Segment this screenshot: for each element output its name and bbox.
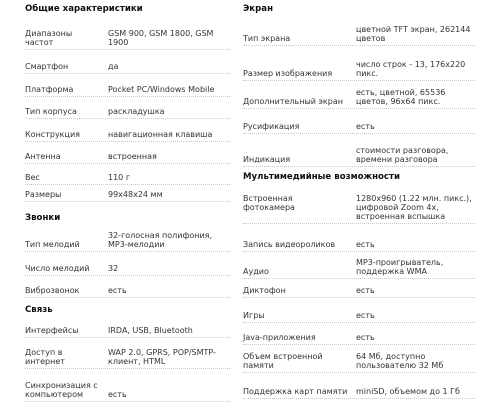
spec-value	[108, 231, 228, 249]
spec-label-line: Доступ в	[25, 348, 63, 357]
spec-row	[25, 29, 230, 47]
section-title: Связь	[25, 305, 53, 315]
spec-label-line: Платформа	[25, 85, 74, 94]
spec-row	[25, 286, 230, 295]
spec-value-line: IRDA, USB, Bluetooth	[108, 326, 193, 335]
section-title: Экран	[243, 4, 274, 14]
spec-row	[243, 311, 475, 320]
spec-label-line: Конструкция	[25, 130, 80, 139]
spec-value	[108, 390, 228, 399]
spec-label-line: Тип экрана	[243, 34, 291, 43]
spec-value-line: клиент, HTML	[108, 357, 166, 366]
spec-row	[243, 352, 475, 370]
row-divider	[25, 368, 230, 369]
spec-value-line: 110 г	[108, 173, 131, 182]
spec-value	[108, 286, 228, 295]
spec-row	[243, 194, 475, 221]
row-divider	[243, 223, 475, 224]
row-divider	[243, 108, 475, 109]
spec-value-line: 99x48x24 мм	[108, 190, 163, 199]
spec-label	[243, 194, 323, 212]
row-divider	[25, 96, 230, 97]
spec-row	[243, 240, 475, 249]
spec-value	[356, 387, 474, 396]
spec-label	[25, 152, 83, 161]
row-divider	[243, 251, 475, 252]
row-divider	[25, 297, 230, 298]
spec-value-line: встроенная вспышка	[356, 212, 446, 221]
spec-value-line: число строк - 13, 176x220	[356, 60, 466, 69]
row-divider	[243, 133, 475, 134]
spec-value	[108, 348, 228, 366]
spec-value	[108, 264, 228, 273]
spec-value-line: 32-голосная полифония,	[108, 231, 213, 240]
spec-value	[108, 107, 228, 116]
row-divider	[25, 401, 230, 402]
spec-label-line: Тип мелодий	[25, 240, 80, 249]
spec-row	[243, 146, 475, 164]
spec-label	[243, 34, 323, 43]
spec-row	[25, 381, 230, 399]
spec-value	[356, 146, 474, 164]
spec-label-line: Смартфон	[25, 62, 69, 71]
spec-value	[356, 60, 474, 78]
spec-value-line: поддержка WMA	[356, 267, 427, 276]
spec-row	[25, 62, 230, 71]
spec-label-line: Диктофон	[243, 286, 286, 295]
row-divider	[243, 398, 475, 399]
spec-label	[25, 190, 83, 199]
spec-label	[25, 286, 83, 295]
spec-value	[356, 194, 474, 221]
spec-value	[108, 190, 228, 199]
spec-label-line: Вес	[25, 173, 40, 182]
spec-value-line: есть	[108, 390, 127, 399]
row-divider	[25, 275, 230, 276]
spec-value-line: встроенная	[108, 152, 157, 161]
spec-value	[108, 130, 228, 139]
row-divider	[243, 166, 475, 167]
spec-value	[108, 326, 228, 335]
spec-label	[243, 311, 323, 320]
spec-value-line: 32	[108, 264, 119, 273]
row-divider	[243, 45, 475, 46]
spec-value-line: MP3-проигрыватель,	[356, 258, 444, 267]
spec-label-line: Размер изображения	[243, 69, 333, 78]
spec-label	[25, 85, 83, 94]
row-divider	[243, 322, 475, 323]
spec-label-line: фотокамера	[243, 203, 295, 212]
spec-value	[356, 286, 474, 295]
spec-value-line: 1280x960 (1.22 млн. пикс.),	[356, 194, 472, 203]
spec-value-line: есть	[356, 286, 375, 295]
row-divider	[243, 297, 475, 298]
spec-label-line: Русификация	[243, 122, 300, 131]
row-divider	[25, 251, 230, 252]
spec-row	[25, 130, 230, 139]
spec-label	[243, 155, 323, 164]
spec-label-line: Диапазоны	[25, 29, 73, 38]
row-divider	[243, 344, 475, 345]
spec-label	[243, 352, 323, 370]
spec-value	[356, 25, 474, 43]
spec-value-line: MP3-мелодии	[108, 240, 165, 249]
spec-value-line: Pocket PC/Windows Mobile	[108, 85, 215, 94]
spec-label-line: Тип корпуса	[25, 107, 77, 116]
spec-value-line: 1900	[108, 38, 129, 47]
spec-label-line: Синхронизация с	[25, 381, 98, 390]
spec-value	[356, 240, 474, 249]
spec-value-line: цветов, 96x64 пикс.	[356, 97, 441, 106]
spec-value-line: пользователю 32 Мб	[356, 361, 444, 370]
spec-value	[356, 122, 474, 131]
spec-row	[243, 60, 475, 78]
spec-value-line: цифровой Zoom 4x,	[356, 203, 439, 212]
spec-value-line: цветной TFT экран, 262144	[356, 25, 471, 34]
spec-label	[25, 107, 83, 116]
spec-row	[25, 85, 230, 94]
spec-label-line: Java-приложения	[243, 333, 316, 342]
spec-label	[25, 264, 90, 273]
spec-label-line: памяти	[243, 361, 274, 370]
spec-row	[25, 173, 230, 182]
spec-row	[243, 122, 475, 131]
spec-label-line: Объем встроенной	[243, 352, 323, 361]
spec-label-line: Число мелодий	[25, 264, 90, 273]
spec-label-line: Антенна	[25, 152, 61, 161]
spec-label-line: Индикация	[243, 155, 291, 164]
spec-value	[108, 85, 228, 94]
spec-value	[108, 152, 228, 161]
spec-value-line: есть	[356, 122, 375, 131]
spec-row	[243, 258, 475, 276]
spec-row	[243, 387, 475, 396]
spec-row	[25, 264, 230, 273]
spec-value-line: времени разговора	[356, 155, 438, 164]
spec-row	[243, 286, 475, 295]
spec-label-line: Интерфейсы	[25, 326, 79, 335]
spec-label-line: Поддержка карт памяти	[243, 387, 348, 396]
spec-row	[25, 231, 230, 249]
row-divider	[25, 118, 230, 119]
spec-label	[243, 97, 343, 106]
spec-label	[25, 381, 98, 399]
spec-row	[25, 326, 230, 335]
spec-value-line: есть	[356, 240, 375, 249]
spec-row	[243, 25, 475, 43]
spec-value	[108, 173, 228, 182]
spec-value	[356, 311, 474, 320]
row-divider	[243, 278, 475, 279]
row-divider	[25, 73, 230, 74]
spec-label	[25, 130, 83, 139]
spec-value-line: раскладушка	[108, 107, 165, 116]
row-divider	[243, 372, 475, 373]
spec-value	[356, 258, 474, 276]
spec-row	[25, 348, 230, 366]
section-title: Общие характеристики	[25, 4, 143, 14]
row-divider	[25, 49, 230, 50]
spec-label-line: Виброзвонок	[25, 286, 80, 295]
spec-row	[25, 190, 230, 199]
spec-value-line: навигационная клавиша	[108, 130, 213, 139]
section-title: Звонки	[25, 213, 61, 223]
spec-label-line: Дополнительный экран	[243, 97, 343, 106]
spec-label	[243, 387, 348, 396]
spec-value-line: GSM 900, GSM 1800, GSM	[108, 29, 214, 38]
spec-label-line: интернет	[25, 357, 65, 366]
spec-label	[25, 348, 83, 366]
spec-label	[243, 122, 323, 131]
spec-value-line: да	[108, 62, 119, 71]
spec-value-line: стоимости разговора,	[356, 146, 449, 155]
spec-label-line: Аудио	[243, 267, 269, 276]
spec-label	[243, 333, 323, 342]
spec-label-line: Игры	[243, 311, 265, 320]
spec-value-line: WAP 2.0, GPRS, POP/SMTP-	[108, 348, 216, 357]
spec-label	[243, 286, 323, 295]
spec-value	[356, 88, 474, 106]
spec-value-line: есть, цветной, 65536	[356, 88, 446, 97]
spec-row	[25, 152, 230, 161]
spec-row	[25, 107, 230, 116]
spec-label	[243, 69, 333, 78]
spec-label	[25, 326, 83, 335]
spec-row	[243, 88, 475, 106]
spec-label	[25, 29, 83, 47]
row-divider	[25, 163, 230, 164]
spec-label-line: компьютером	[25, 390, 84, 399]
section-title: Мультимедийные возможности	[243, 172, 401, 182]
spec-value	[356, 333, 474, 342]
row-divider	[25, 337, 230, 338]
spec-label	[25, 173, 83, 182]
spec-label	[25, 62, 83, 71]
row-divider	[25, 141, 230, 142]
spec-label-line: Встроенная	[243, 194, 293, 203]
spec-label	[243, 267, 323, 276]
spec-label-line: Размеры	[25, 190, 62, 199]
row-divider	[25, 201, 230, 202]
spec-row	[243, 333, 475, 342]
spec-label	[243, 240, 336, 249]
spec-label-line: частот	[25, 38, 54, 47]
spec-value-line: miniSD, объемом до 1 Гб	[356, 387, 460, 396]
spec-label-line: Запись видеороликов	[243, 240, 336, 249]
spec-value	[108, 29, 228, 47]
spec-value	[356, 352, 474, 370]
spec-label	[25, 240, 83, 249]
spec-value	[108, 62, 228, 71]
spec-value-line: есть	[356, 311, 375, 320]
spec-value-line: есть	[108, 286, 127, 295]
spec-value-line: 64 Мб, доступно	[356, 352, 426, 361]
row-divider	[243, 80, 475, 81]
spec-value-line: пикс.	[356, 69, 379, 78]
spec-value-line: цветов	[356, 34, 386, 43]
row-divider	[25, 184, 230, 185]
spec-value-line: есть	[356, 333, 375, 342]
